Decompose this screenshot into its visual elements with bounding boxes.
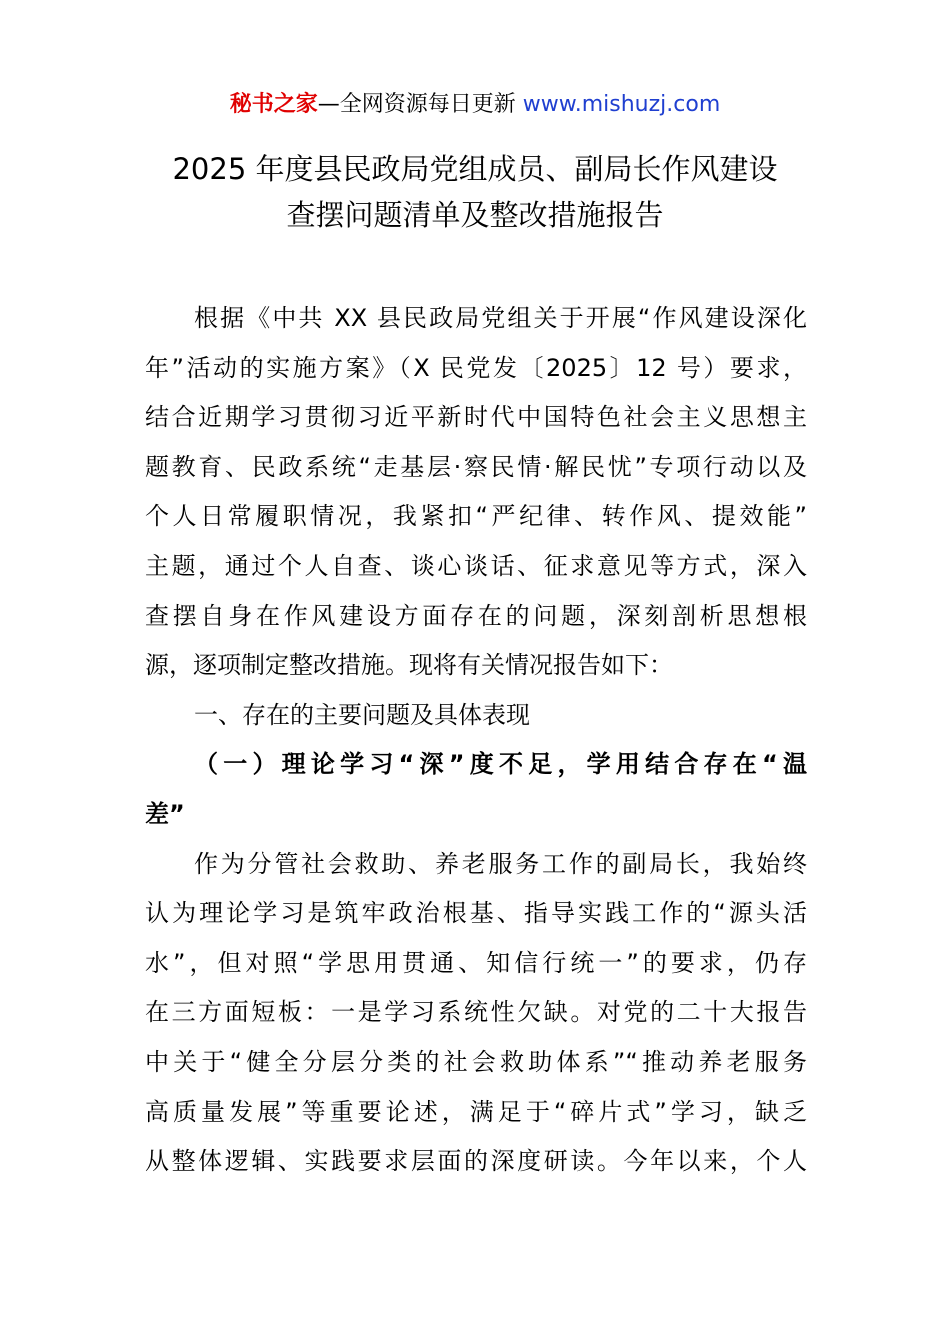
subsection-heading-line: （一）理论学习“深”度不足，学用结合存在“温 <box>194 750 807 779</box>
site-url[interactable]: www.mishuzj.com <box>522 92 721 117</box>
paragraph-line: 题教育、民政系统“走基层·察民情·解民忧”专项行动以及 <box>145 452 807 481</box>
site-header <box>0 88 950 122</box>
subsection-heading-line: 差” <box>145 799 185 828</box>
paragraph-line: 根据《中共 XX 县民政局党组关于开展“作风建设深化 <box>194 304 807 332</box>
document-body <box>145 294 807 1187</box>
paragraph-line: 年”活动的实施方案》（X 民党发〔2025〕12 号）要求， <box>145 353 807 382</box>
paragraph-line: 作为分管社会救助、养老服务工作的副局长，我始终 <box>194 849 807 878</box>
paragraph-line: 查摆自身在作风建设方面存在的问题，深刻剖析思想根 <box>145 601 807 630</box>
paragraph-line: 高质量发展”等重要论述，满足于“碎片式”学习，缺乏 <box>145 1097 807 1126</box>
paragraph-line: 中关于“健全分层分类的社会救助体系”“推动养老服务 <box>145 1047 807 1076</box>
paragraph-line: 个人日常履职情况，我紧扣“严纪律、转作风、提效能” <box>145 502 807 531</box>
paragraph-line: 认为理论学习是筑牢政治根基、指导实践工作的“源头活 <box>145 899 807 928</box>
header-tagline: —全网资源每日更新 <box>317 92 523 117</box>
title-line-1: 2025 年度县民政局党组成员、副局长作风建设 <box>172 152 778 186</box>
paragraph-line: 在三方面短板：一是学习系统性欠缺。对党的二十大报告 <box>145 998 807 1027</box>
paragraph-intro <box>145 294 807 691</box>
paragraph-line: 主题，通过个人自查、谈心谈话、征求意见等方式，深入 <box>145 551 807 580</box>
paragraph-line: 从整体逻辑、实践要求层面的深度研读。今年以来，个人 <box>145 1147 807 1176</box>
paragraph-line: 水”，但对照“学思用贯通、知信行统一”的要求，仍存 <box>145 948 807 977</box>
paragraph-line: 源，逐项制定整改措施。现将有关情况报告如下： <box>145 651 673 680</box>
paragraph-detail <box>145 840 807 1187</box>
title-line-2: 查摆问题清单及整改措施报告 <box>286 198 664 232</box>
section-heading: 一、存在的主要问题及具体表现 <box>194 700 530 729</box>
document-title <box>0 146 950 238</box>
subsection-heading <box>145 740 807 839</box>
brand-name: 秘书之家 <box>229 92 318 117</box>
paragraph-line: 结合近期学习贯彻习近平新时代中国特色社会主义思想主 <box>145 403 807 432</box>
